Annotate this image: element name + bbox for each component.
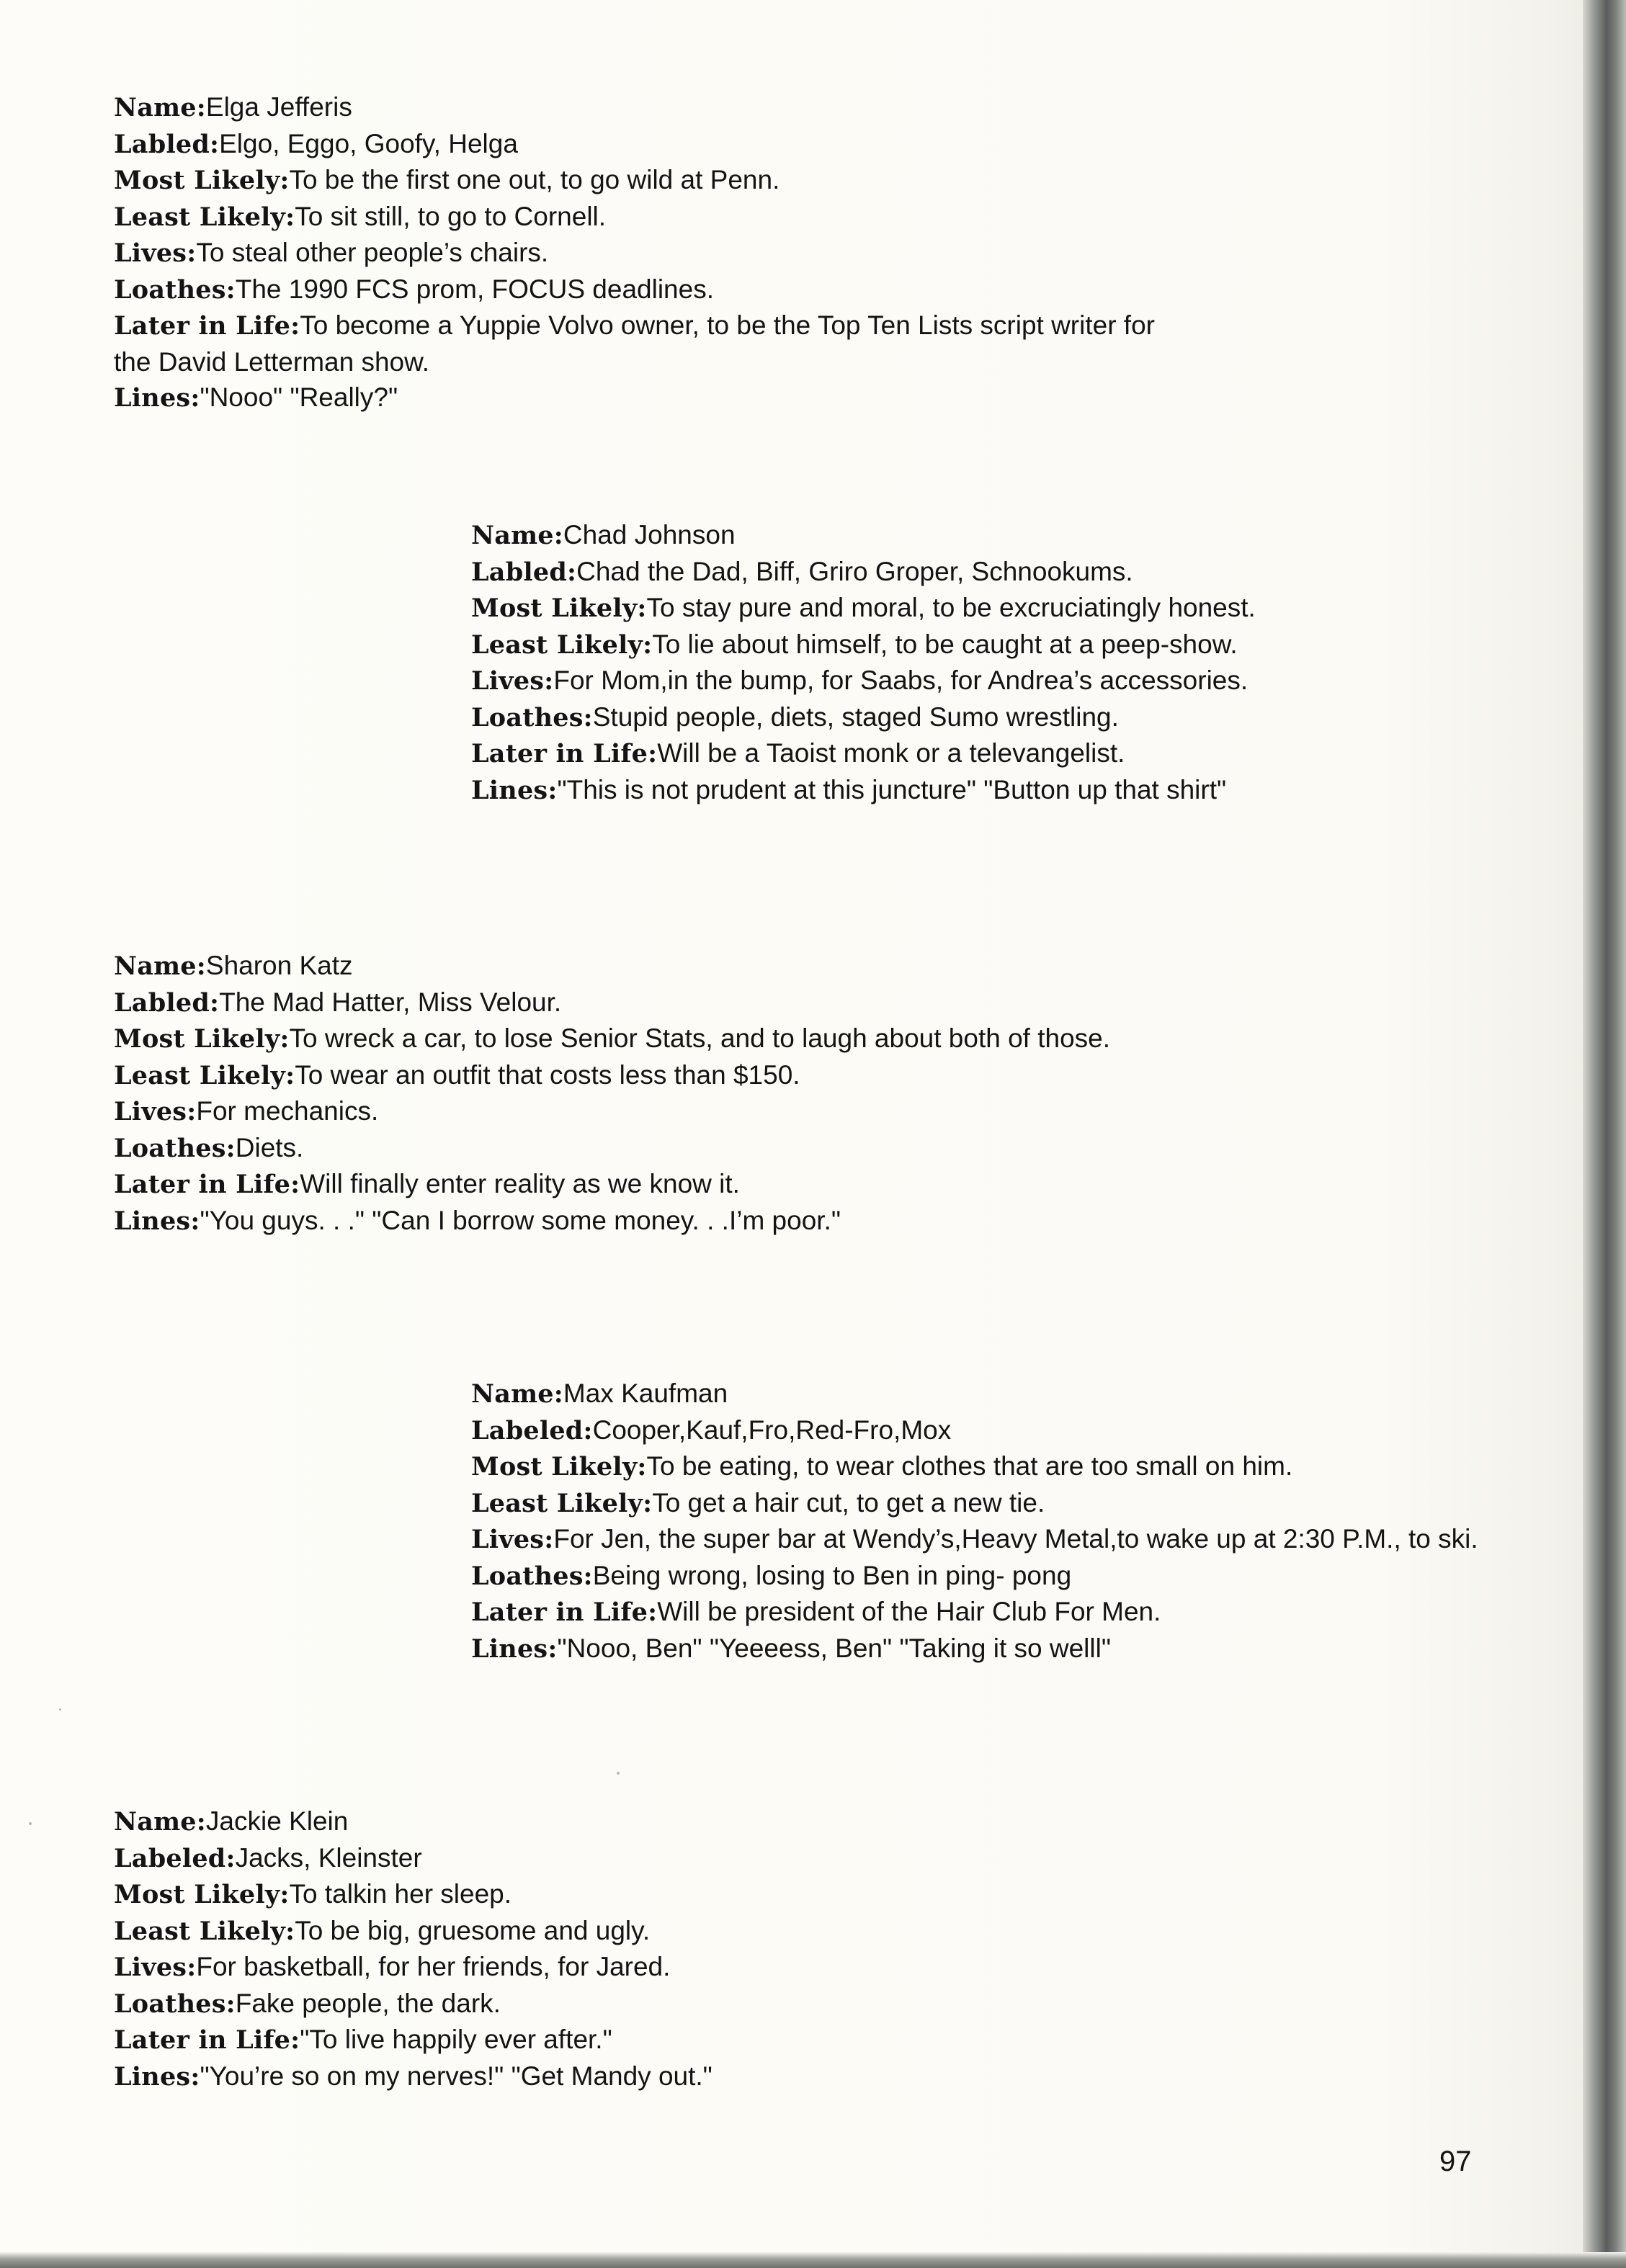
field-value: To steal other people’s chairs. [196, 238, 549, 267]
profile-most-likely-line [114, 1876, 1238, 1913]
field-value: To be the first one out, to go wild at Penn. [289, 165, 780, 194]
field-value: Elga Jefferis [205, 92, 352, 122]
scan-speck [29, 1822, 32, 1825]
profile-least-likely-line [471, 1485, 1552, 1522]
field-value: To be eating, to wear clothes that are too small on him. [646, 1451, 1293, 1481]
field-label: Least Likely: [114, 1060, 295, 1090]
profile-later-in-life-line [114, 308, 1194, 380]
profile-least-likely-line [471, 627, 1552, 663]
field-value: To wear an outfit that costs less than $150. [295, 1059, 800, 1090]
field-value: To wreck a car, to lose Senior Stats, and to laugh about both of those. [289, 1023, 1111, 1053]
page-binding-edge [1583, 0, 1626, 2268]
field-value: Will be president of the Hair Club For Men. [657, 1597, 1161, 1626]
field-value: To talkin her sleep. [289, 1879, 512, 1909]
profile-least-likely-line [114, 199, 1238, 236]
field-label: Name: [114, 951, 206, 981]
field-label: Later in Life: [114, 311, 300, 341]
field-value: Will be a Taoist monk or a televangelist. [657, 738, 1125, 768]
field-label: Lines: [114, 2061, 200, 2092]
profile-lives-line [114, 1949, 1238, 1986]
field-label: Loathes: [114, 1133, 236, 1163]
field-value: Elgo, Eggo, Goofy, Helga [219, 128, 518, 158]
profile-loathes-line [471, 699, 1552, 736]
field-value: To lie about himself, to be caught at a peep-show. [652, 629, 1238, 659]
field-label: Labled: [114, 129, 220, 159]
field-label: Later in Life: [114, 1170, 300, 1199]
field-label: Labled: [114, 987, 220, 1018]
profile-name-line [471, 1376, 1552, 1412]
field-label: Name: [471, 521, 563, 550]
profile-later-in-life-line [471, 1594, 1552, 1631]
field-value: Jacks, Kleinster [235, 1842, 422, 1873]
field-label: Lines: [114, 1206, 200, 1236]
field-value: Sharon Katz [205, 951, 353, 980]
field-value: Jackie Klein [205, 1806, 349, 1836]
field-value: "Nooo, Ben" "Yeeeess, Ben" "Taking it so welll" [557, 1633, 1111, 1663]
field-value: "You guys. . ." "Can I borrow some money. . .I’m poor." [200, 1205, 841, 1235]
profile-most-likely-line [114, 1021, 1137, 1057]
field-label: Most Likely: [114, 1024, 290, 1054]
field-label: Least Likely: [471, 1488, 653, 1518]
senior-profile-sharon-katz [114, 948, 1238, 1239]
field-label: Lines: [471, 1633, 558, 1664]
field-label: Lives: [471, 1525, 554, 1554]
field-value: For Jen, the super bar at Wendy’s,Heavy Metal,to wake up at 2:30 P.M., to ski. [553, 1524, 1478, 1554]
field-label: Loathes: [471, 702, 593, 732]
profile-later-in-life-line [114, 2022, 1238, 2058]
field-value: To sit still, to go to Cornell. [295, 201, 607, 231]
profile-lines-line [471, 772, 1552, 809]
profile-lines-line [114, 2058, 1238, 2095]
field-value: "This is not prudent at this juncture" "Button up that shirt" [557, 774, 1227, 804]
profile-loathes-line [114, 1130, 1238, 1167]
field-label: Most Likely: [471, 593, 647, 623]
profile-name-line [114, 89, 1238, 126]
field-value: To become a Yuppie Volvo owner, to be the Top Ten Lists script writer for the David Letterman show. [114, 310, 1155, 377]
profile-lines-line [114, 1203, 1238, 1240]
senior-profile-jackie-klein [114, 1803, 1238, 2094]
profile-lives-line [114, 1093, 1238, 1130]
profile-labeled-line [114, 126, 1238, 163]
field-label: Most Likely: [114, 166, 290, 195]
field-label: Lines: [471, 775, 558, 805]
senior-profile-chad-johnson [471, 517, 1552, 808]
profile-loathes-line [114, 272, 1238, 308]
field-value: Max Kaufman [563, 1379, 728, 1408]
field-value: Diets. [235, 1132, 304, 1162]
profile-lives-line [471, 663, 1552, 699]
profile-name-line [114, 1803, 1238, 1840]
field-label: Loathes: [114, 274, 236, 305]
field-label: Name: [471, 1379, 563, 1409]
scan-speck [59, 1708, 61, 1711]
profile-name-line [114, 948, 1238, 985]
field-value: Cooper,Kauf,Fro,Red-Fro,Mox [592, 1415, 952, 1445]
field-label: Loathes: [471, 1561, 593, 1591]
field-value: Being wrong, losing to Ben in ping- pong [592, 1560, 1072, 1590]
field-label: Name: [114, 93, 206, 122]
profile-labeled-line [114, 985, 1238, 1021]
field-label: Lives: [114, 1097, 197, 1126]
profile-lives-line [114, 235, 1238, 272]
page-number: 97 [1439, 2146, 1472, 2177]
field-value: Chad Johnson [563, 520, 736, 550]
field-label: Most Likely: [471, 1452, 647, 1482]
field-value: "To live happily ever after." [300, 2025, 612, 2054]
field-label: Later in Life: [471, 1597, 658, 1627]
profile-labeled-line [471, 554, 1552, 591]
profile-later-in-life-line [471, 735, 1552, 772]
field-value: Stupid people, diets, staged Sumo wrestling. [592, 702, 1119, 732]
profile-labeled-line [471, 1412, 1552, 1449]
senior-profile-max-kaufman [471, 1376, 1552, 1667]
field-label: Loathes: [114, 1989, 236, 2019]
field-label: Least Likely: [114, 202, 295, 232]
field-label: Lives: [471, 666, 554, 696]
profile-loathes-line [471, 1558, 1552, 1595]
profile-lines-line [114, 380, 1238, 416]
page-bottom-edge [0, 2252, 1626, 2268]
profile-least-likely-line [114, 1913, 1238, 1950]
field-label: Labeled: [471, 1415, 593, 1445]
profile-lives-line [471, 1521, 1509, 1558]
profile-most-likely-line [471, 590, 1552, 627]
profile-lines-line [471, 1631, 1552, 1667]
field-label: Most Likely: [114, 1880, 290, 1909]
field-label: Lines: [114, 383, 200, 413]
field-value: Chad the Dad, Biff, Griro Groper, Schnookums. [576, 556, 1133, 586]
field-label: Lives: [114, 238, 197, 268]
field-label: Later in Life: [114, 2025, 300, 2055]
profile-labeled-line [114, 1840, 1238, 1877]
scan-speck [617, 1772, 620, 1775]
profile-name-line [471, 517, 1552, 554]
field-value: For basketball, for her friends, for Jared. [196, 1952, 671, 1981]
field-value: For mechanics. [196, 1096, 379, 1126]
field-label: Name: [114, 1807, 206, 1837]
field-label: Least Likely: [471, 629, 653, 660]
field-value: "You’re so on my nerves!" "Get Mandy out." [200, 2061, 713, 2091]
field-value: To be big, gruesome and ugly. [295, 1915, 651, 1945]
profile-least-likely-line [114, 1057, 1238, 1094]
field-label: Later in Life: [471, 739, 658, 768]
field-value: "Nooo" "Really?" [200, 382, 398, 412]
field-value: For Mom,in the bump, for Saabs, for Andrea’s accessories. [553, 665, 1248, 695]
field-label: Labeled: [114, 1843, 236, 1873]
field-label: Lives: [114, 1953, 197, 1982]
field-value: To get a hair cut, to get a new tie. [652, 1487, 1045, 1518]
field-label: Labled: [471, 557, 577, 587]
profile-later-in-life-line [114, 1166, 1238, 1203]
senior-profile-elga-jefferis [114, 89, 1238, 416]
field-value: Fake people, the dark. [235, 1988, 501, 2018]
profile-loathes-line [114, 1986, 1238, 2022]
profile-most-likely-line [471, 1448, 1552, 1485]
field-value: Will finally enter reality as we know it. [300, 1169, 740, 1198]
field-label: Least Likely: [114, 1916, 295, 1946]
field-value: The Mad Hatter, Miss Velour. [219, 987, 562, 1017]
field-value: The 1990 FCS prom, FOCUS deadlines. [235, 274, 714, 304]
field-value: To stay pure and moral, to be excruciatingly honest. [646, 593, 1256, 622]
profile-most-likely-line [114, 162, 1238, 199]
